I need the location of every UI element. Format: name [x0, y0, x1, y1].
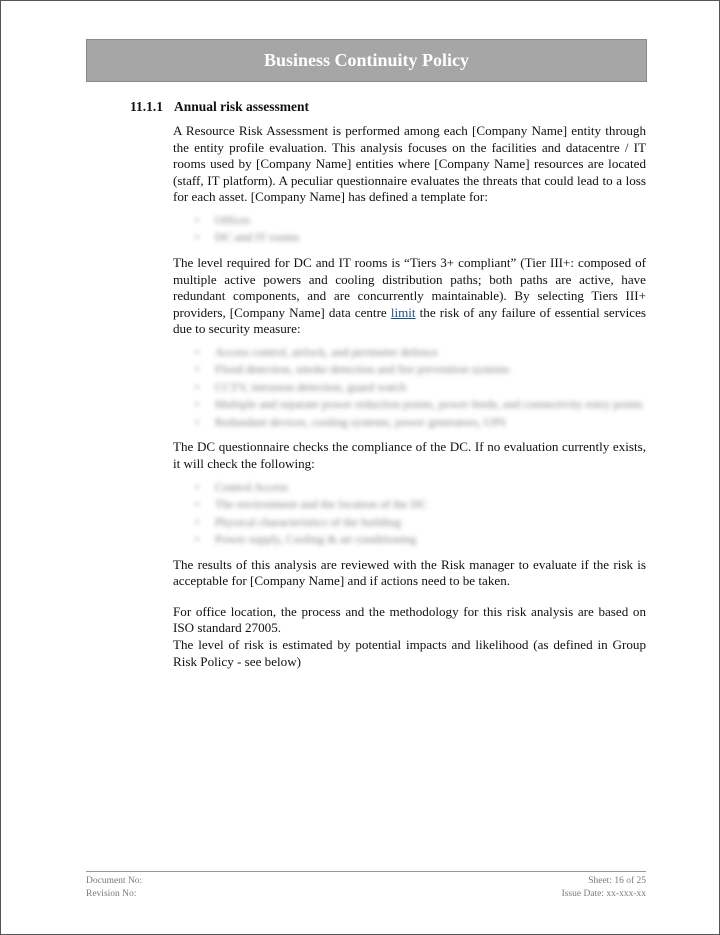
dc-checks-list [173, 479, 646, 549]
list-item: • CCTV, intrusion detection, guard watch [215, 379, 646, 397]
paragraph-text: the risk of any failure of essential services due to security measure: [173, 304, 646, 337]
page-footer [86, 871, 646, 901]
list-item: • Power supply, Cooling & air conditioning [215, 531, 646, 549]
list-item: • Redundant devices, cooling systems, power generators, UPS [215, 414, 646, 432]
paragraph-tier-level [173, 255, 646, 338]
document-title: Business Continuity Policy [263, 50, 470, 70]
document-body [173, 123, 646, 670]
template-list [173, 212, 646, 247]
paragraph-text: The level required for DC and IT rooms is “Tiers 3+ compliant” (Tier III+: composed of multiple active powers and cooling distribution paths; both paths are active, have redundant components, and are concurrently maintainable). By selecting Tiers III+ providers, [Company Name] data centre [173, 254, 646, 320]
limit-link[interactable]: limit [390, 304, 416, 320]
security-measures-list [173, 344, 646, 432]
section-number: 11.1.1 [130, 99, 164, 114]
list-item: • Physical characteristics of the building [215, 514, 646, 532]
section-heading [130, 99, 309, 115]
list-item: • The environment and the location of the DC [215, 496, 646, 514]
paragraph-office-location: For office location, the process and the methodology for this risk analysis are based on ISO standard 27005. [173, 603, 646, 636]
paragraph-risk-assessment: A Resource Risk Assessment is performed among each [Company Name] entity through the entity profile evaluation. This analysis focuses on the facilities and datacentre / IT rooms used by [Company Name] entities where [Company Name] resources are located (staff, IT platform). A peculiar questionnaire evaluates the threats that could lead to a loss for each asset. [Company Name] has defined a template for: [173, 123, 646, 205]
paragraph-risk-level: The level of risk is estimated by potential impacts and likelihood (as defined in Group Risk Policy - see below) [173, 637, 646, 669]
header-banner [86, 39, 647, 82]
paragraph-results-review: The results of this analysis are reviewed with the Risk manager to evaluate if the risk is acceptable for [Company Name] and if actions need to be taken. [173, 556, 646, 589]
list-item: • Multiple and separate power reduction points, power feeds, and connectivity entry points [215, 396, 646, 414]
sheet-number: Sheet: 16 of 25 [588, 876, 646, 886]
section-title: Annual risk assessment [174, 99, 310, 114]
revision-number-label: Revision No: [86, 889, 137, 899]
list-item: • Control Access [215, 479, 646, 497]
document-number-label: Document No: [86, 876, 143, 886]
list-item: • Access control, airlock, and perimeter defence [215, 344, 646, 362]
list-item: • DC and IT rooms [215, 229, 646, 247]
list-item: • Flood detection, smoke detection and fire prevention systems [215, 361, 646, 379]
list-item: • Offices [215, 212, 646, 230]
issue-date: Issue Date: xx-xxx-xx [561, 889, 646, 899]
paragraph-dc-questionnaire: The DC questionnaire checks the compliance of the DC. If no evaluation currently exists, it will check the following: [173, 439, 646, 472]
